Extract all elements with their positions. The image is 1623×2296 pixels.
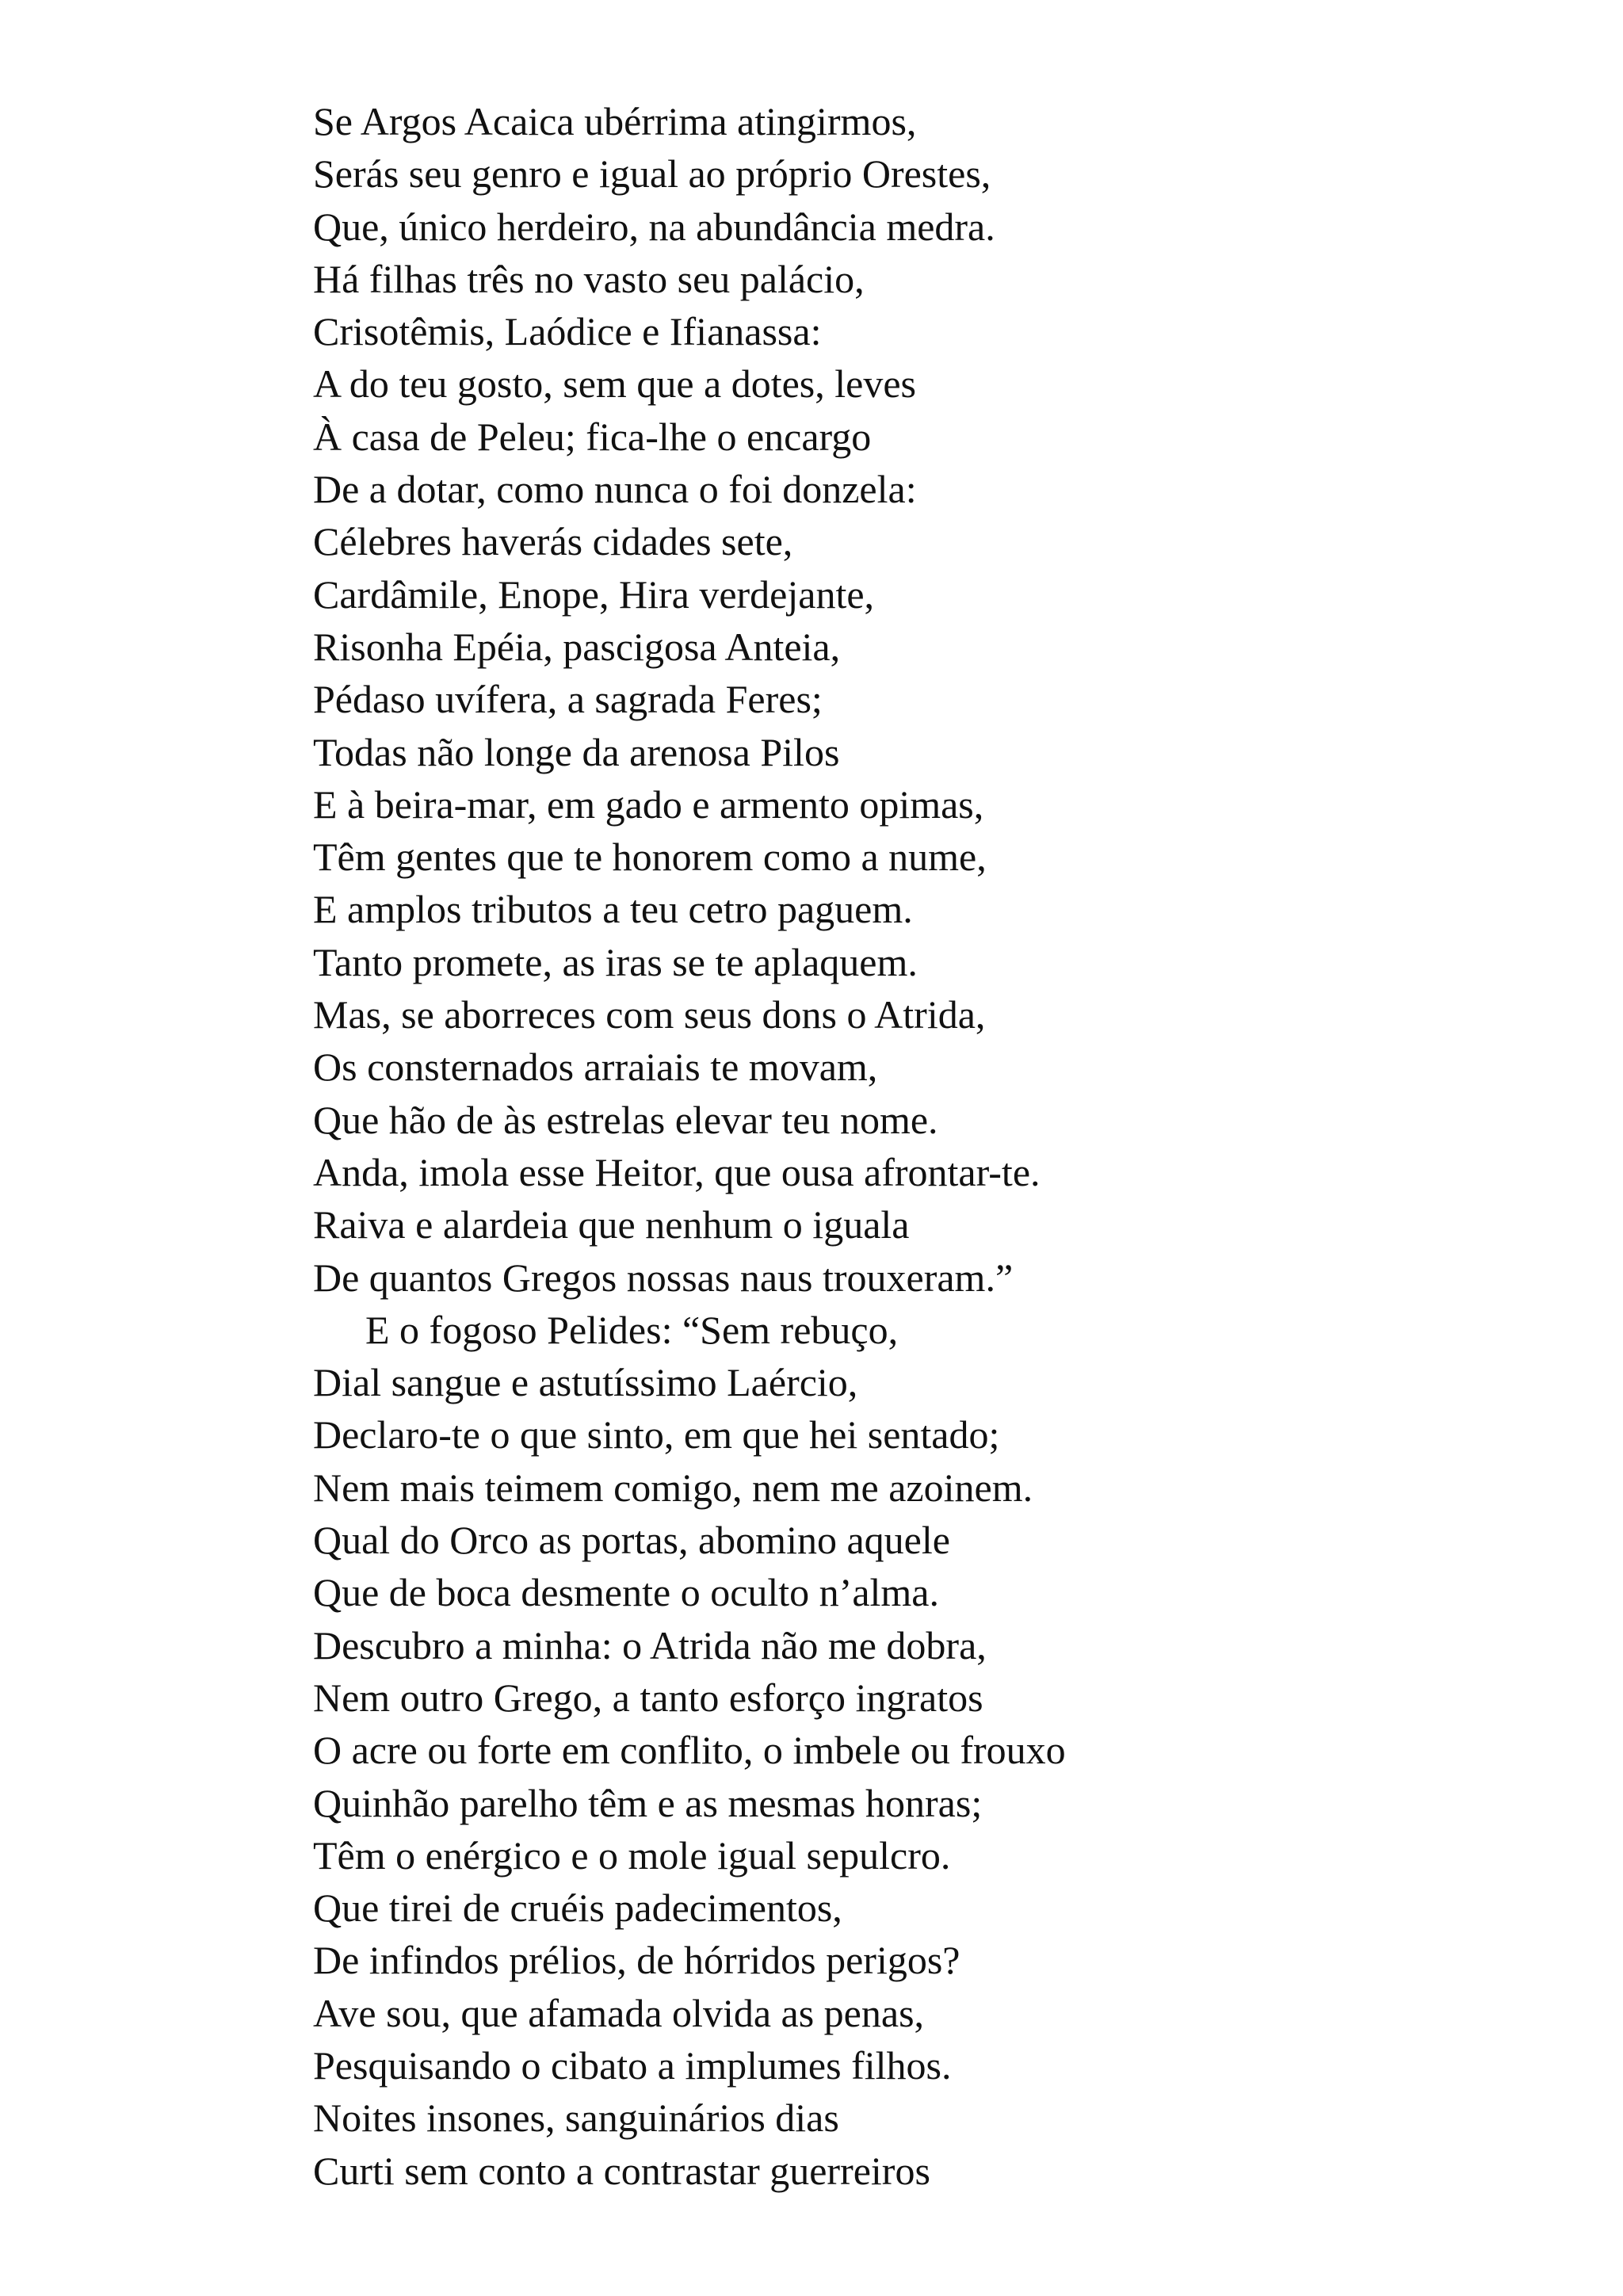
verse-line: Que de boca desmente o oculto n’alma.	[313, 1570, 939, 1615]
verse-line: A do teu gosto, sem que a dotes, leves	[313, 361, 916, 407]
verse-line: Noites insones, sanguinários dias	[313, 2095, 839, 2141]
verse-line: Descubro a minha: o Atrida não me dobra,	[313, 1622, 987, 1668]
verse-line: Célebres haverás cidades sete,	[313, 519, 793, 564]
verse-line: De infindos prélios, de hórridos perigos?	[313, 1938, 960, 1983]
verse-line: Há filhas três no vasto seu palácio,	[313, 256, 865, 301]
verse-line: De quantos Gregos nossas naus trouxeram.”	[313, 1255, 1014, 1300]
verse-line: Têm gentes que te honorem como a nume,	[313, 835, 987, 880]
verse-line: Crisotêmis, Laódice e Ifianassa:	[313, 309, 822, 354]
verse-line: Que, único herdeiro, na abundância medra.	[313, 204, 995, 249]
verse-line: Qual do Orco as portas, abomino aquele	[313, 1518, 950, 1563]
verse-line: Ave sou, que afamada olvida as penas,	[313, 1990, 925, 2035]
verse-line: Cardâmile, Enope, Hira verdejante,	[313, 571, 875, 617]
verse-line: Raiva e alardeia que nenhum o iguala	[313, 1202, 910, 1247]
verse-line: Nem mais teimem comigo, nem me azoinem.	[313, 1465, 1033, 1510]
verse-line: Pédaso uvífera, a sagrada Feres;	[313, 677, 823, 722]
verse-line: Anda, imola esse Heitor, que ousa afrontar-te.	[313, 1149, 1041, 1194]
verse-line: À casa de Peleu; fica-lhe o encargo	[313, 414, 872, 459]
verse-line: Mas, se aborreces com seus dons o Atrida,	[313, 992, 986, 1037]
verse-line: Dial sangue e astutíssimo Laércio,	[313, 1360, 858, 1405]
verse-line: Têm o enérgico e o mole igual sepulcro.	[313, 1832, 951, 1878]
verse-line: Pesquisando o cibato a implumes filhos.	[313, 2042, 952, 2088]
poem-text	[313, 95, 1502, 2197]
verse-line: Os consternados arraiais te movam,	[313, 1045, 878, 1090]
verse-line: Risonha Epéia, pascigosa Anteia,	[313, 624, 841, 669]
verse-line: Curti sem conto a contrastar guerreiros	[313, 2148, 930, 2193]
verse-line: O acre ou forte em conflito, o imbele ou frouxo	[313, 1728, 1066, 1773]
verse-line: Todas não longe da arenosa Pilos	[313, 729, 840, 774]
verse-line: E o fogoso Pelides: “Sem rebuço,	[365, 1307, 899, 1352]
verse-line: De a dotar, como nunca o foi donzela:	[313, 467, 917, 512]
verse-line: E amplos tributos a teu cetro paguem.	[313, 887, 913, 932]
verse-line: Serás seu genro e igual ao próprio Orestes,	[313, 151, 991, 197]
verse-line: Declaro-te o que sinto, em que hei sentado;	[313, 1412, 1000, 1457]
verse-line: Tanto promete, as iras se te aplaquem.	[313, 939, 918, 984]
verse-line: Que tirei de cruéis padecimentos,	[313, 1885, 842, 1931]
verse-line: Quinhão parelho têm e as mesmas honras;	[313, 1780, 983, 1825]
verse-line: Nem outro Grego, a tanto esforço ingratos	[313, 1675, 983, 1720]
verse-line: E à beira-mar, em gado e armento opimas,	[313, 781, 984, 827]
verse-line: Se Argos Acaica ubérrima atingirmos,	[313, 99, 917, 143]
verse-line: Que hão de às estrelas elevar teu nome.	[313, 1097, 938, 1142]
